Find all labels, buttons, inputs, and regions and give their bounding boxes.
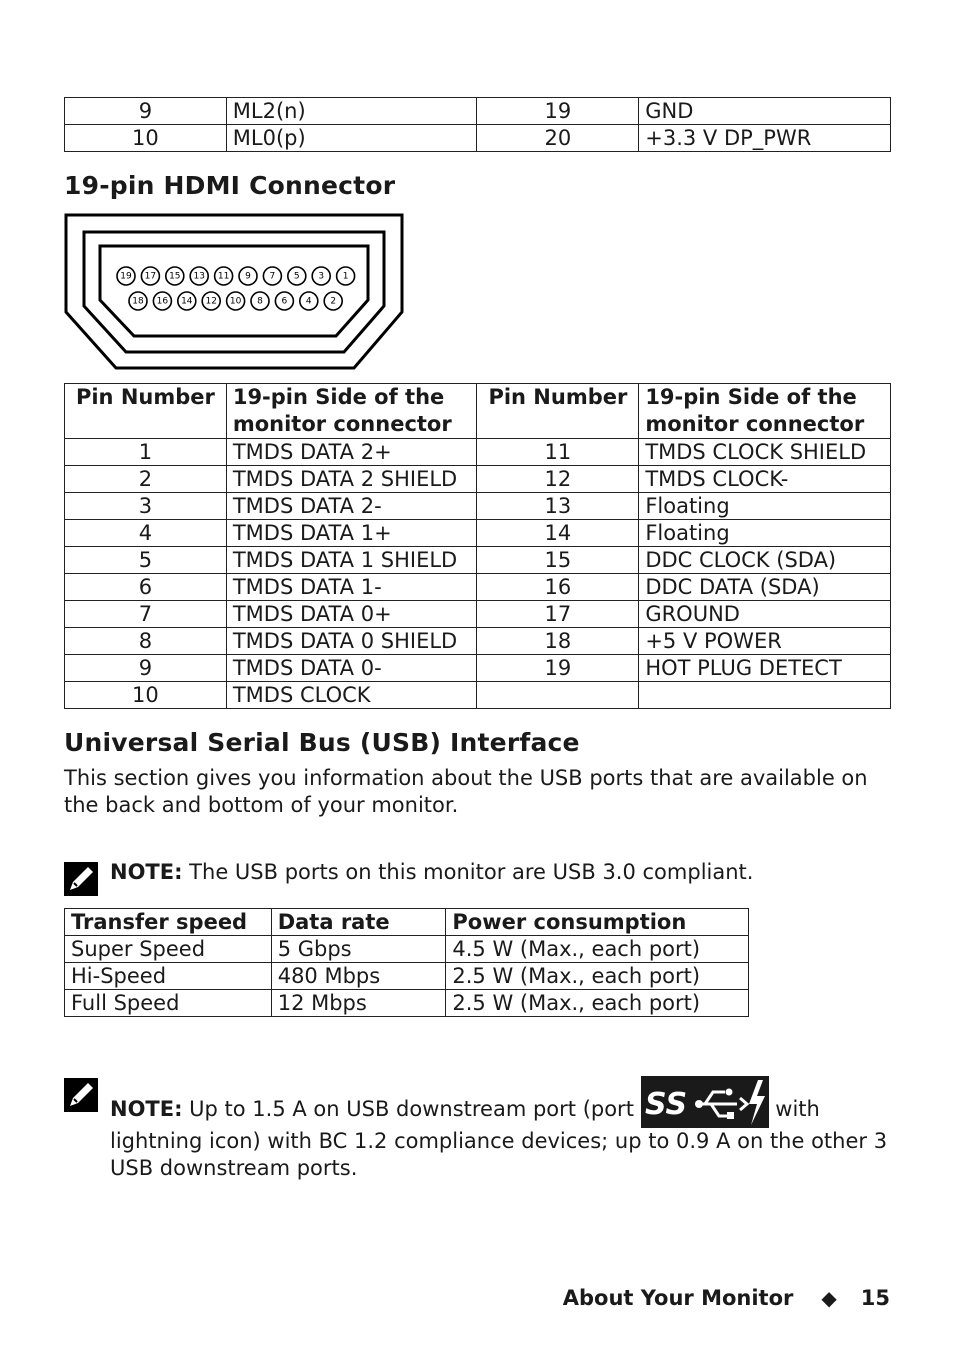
hdmi-pin-table — [64, 383, 891, 709]
hdmi-pin — [324, 292, 342, 310]
table-row — [65, 125, 891, 152]
table-cell: GND — [639, 98, 891, 125]
usb-superspeed-charging-icon — [641, 1076, 769, 1128]
table-row — [65, 601, 891, 628]
table-cell: 13 — [477, 493, 639, 520]
table-cell: Full Speed — [65, 990, 272, 1017]
displayport-pin-table — [64, 97, 891, 152]
table-cell: 17 — [477, 601, 639, 628]
table-cell: 12 Mbps — [271, 990, 446, 1017]
table-cell: 19 — [477, 98, 639, 125]
table-cell: TMDS DATA 2 SHIELD — [226, 466, 477, 493]
table-cell: 14 — [477, 520, 639, 547]
hdmi-heading: 19-pin HDMI Connector — [64, 171, 396, 200]
note-icon — [64, 1078, 98, 1112]
table-cell: 18 — [477, 628, 639, 655]
table-row — [65, 466, 891, 493]
hdmi-pin — [300, 292, 318, 310]
hdmi-pin-label: 19 — [120, 271, 132, 282]
hdmi-pin — [129, 292, 147, 310]
table-cell: +3.3 V DP_PWR — [639, 125, 891, 152]
hdmi-pin — [190, 267, 208, 285]
column-header: Power consumption — [446, 909, 749, 936]
hdmi-pin — [178, 292, 196, 310]
table-cell: TMDS DATA 1- — [226, 574, 477, 601]
table-cell: TMDS CLOCK- — [639, 466, 891, 493]
table-cell: 4 — [65, 520, 227, 547]
footer-section-title: About Your Monitor — [562, 1286, 794, 1310]
table-cell: TMDS CLOCK SHIELD — [639, 439, 891, 466]
note-usb3 — [110, 859, 890, 886]
page-footer — [563, 1286, 890, 1310]
usb-description: This section gives you information about the USB ports that are available on the back and bottom of your monitor. — [64, 766, 868, 817]
table-row — [65, 547, 891, 574]
table-cell: 11 — [477, 439, 639, 466]
table-cell: 9 — [65, 655, 227, 682]
table-cell — [639, 682, 891, 709]
table-cell: ML2(n) — [226, 98, 477, 125]
hdmi-pin-label: 10 — [229, 296, 242, 307]
column-header: Pin Number — [477, 384, 639, 439]
table-cell: ML0(p) — [226, 125, 477, 152]
column-header: Pin Number — [65, 384, 227, 439]
hdmi-pin — [166, 267, 184, 285]
table-cell: HOT PLUG DETECT — [639, 655, 891, 682]
footer-diamond-icon: ◆ — [821, 1286, 837, 1310]
hdmi-pin-label: 7 — [269, 271, 276, 282]
table-cell: 2.5 W (Max., each port) — [446, 990, 749, 1017]
ss-logo-text: SS — [644, 1087, 687, 1122]
table-cell: DDC DATA (SDA) — [639, 574, 891, 601]
note-text-after: with lightning icon) with BC 1.2 compliance devices; up to 0.9 A on the other 3 USB downstream ports. — [110, 1097, 888, 1180]
note-text: The USB ports on this monitor are USB 3.0 compliant. — [182, 860, 754, 884]
hdmi-pin — [288, 267, 306, 285]
table-cell: Super Speed — [65, 936, 272, 963]
hdmi-pin-label: 3 — [318, 271, 325, 282]
hdmi-pin-label: 2 — [330, 296, 337, 307]
hdmi-pin — [141, 267, 159, 285]
table-cell: Hi-Speed — [65, 963, 272, 990]
note-icon — [64, 862, 98, 896]
hdmi-pin — [227, 292, 245, 310]
note-label: NOTE: — [110, 860, 183, 884]
hdmi-pin — [202, 292, 220, 310]
table-cell: 5 Gbps — [271, 936, 446, 963]
hdmi-pin-label: 4 — [305, 296, 312, 307]
table-cell: 2 — [65, 466, 227, 493]
hdmi-pin — [337, 267, 355, 285]
hdmi-pin — [275, 292, 293, 310]
table-cell: TMDS DATA 2- — [226, 493, 477, 520]
table-row — [65, 520, 891, 547]
table-cell: 480 Mbps — [271, 963, 446, 990]
hdmi-pin-label: 16 — [156, 296, 169, 307]
table-row — [65, 493, 891, 520]
hdmi-pin-label: 8 — [257, 296, 263, 307]
hdmi-pin — [117, 267, 135, 285]
table-cell: DDC CLOCK (SDA) — [639, 547, 891, 574]
column-header: Transfer speed — [65, 909, 272, 936]
hdmi-pin-label: 6 — [281, 296, 288, 307]
hdmi-pin — [215, 267, 233, 285]
table-row — [65, 990, 749, 1017]
table-cell: Floating — [639, 493, 891, 520]
table-cell: +5 V POWER — [639, 628, 891, 655]
hdmi-pin-label: 11 — [217, 271, 230, 282]
hdmi-pin-label: 17 — [144, 271, 157, 282]
table-cell: 20 — [477, 125, 639, 152]
hdmi-pin — [312, 267, 330, 285]
note-usb-charging — [110, 1076, 895, 1182]
note-text-before: Up to 1.5 A on USB downstream port (port — [182, 1097, 641, 1121]
hdmi-pin-label: 5 — [293, 271, 300, 282]
table-cell: TMDS DATA 1+ — [226, 520, 477, 547]
table-cell: 8 — [65, 628, 227, 655]
table-cell: TMDS DATA 1 SHIELD — [226, 547, 477, 574]
table-row — [65, 936, 749, 963]
table-cell: 1 — [65, 439, 227, 466]
page-number: 15 — [860, 1286, 890, 1310]
table-cell: TMDS DATA 2+ — [226, 439, 477, 466]
table-cell: 9 — [65, 98, 227, 125]
table-cell: GROUND — [639, 601, 891, 628]
table-cell: 3 — [65, 493, 227, 520]
hdmi-connector-diagram — [64, 212, 406, 372]
note-label: NOTE: — [110, 1097, 183, 1121]
hdmi-pin-label: 1 — [342, 271, 349, 282]
table-cell: Floating — [639, 520, 891, 547]
table-cell: TMDS DATA 0+ — [226, 601, 477, 628]
hdmi-pin-label: 12 — [205, 296, 217, 307]
table-cell: 19 — [477, 655, 639, 682]
table-cell: TMDS CLOCK — [226, 682, 477, 709]
table-row — [65, 963, 749, 990]
table-cell: 10 — [65, 125, 227, 152]
usb-heading: Universal Serial Bus (USB) Interface — [64, 728, 580, 757]
table-row — [65, 682, 891, 709]
table-row — [65, 628, 891, 655]
hdmi-inner-outline — [100, 246, 368, 336]
hdmi-pin-label: 18 — [132, 296, 144, 307]
hdmi-pin — [251, 292, 269, 310]
table-header-row — [65, 384, 891, 439]
hdmi-pin — [263, 267, 281, 285]
hdmi-pin-label: 13 — [193, 271, 205, 282]
hdmi-pin-label: 9 — [245, 271, 251, 282]
table-row — [65, 439, 891, 466]
hdmi-pin-label: 15 — [169, 271, 181, 282]
table-cell: 4.5 W (Max., each port) — [446, 936, 749, 963]
table-cell: 16 — [477, 574, 639, 601]
table-cell: TMDS DATA 0- — [226, 655, 477, 682]
table-cell: 6 — [65, 574, 227, 601]
table-row — [65, 655, 891, 682]
table-row — [65, 574, 891, 601]
column-header: 19-pin Side of the monitor connector — [639, 384, 891, 439]
column-header: Data rate — [271, 909, 446, 936]
table-cell: 10 — [65, 682, 227, 709]
hdmi-pin — [239, 267, 257, 285]
table-header-row — [65, 909, 749, 936]
table-cell: 15 — [477, 547, 639, 574]
hdmi-pin — [153, 292, 171, 310]
usb-speed-table — [64, 908, 749, 1017]
table-cell — [477, 682, 639, 709]
table-cell: 5 — [65, 547, 227, 574]
table-cell: TMDS DATA 0 SHIELD — [226, 628, 477, 655]
table-cell: 2.5 W (Max., each port) — [446, 963, 749, 990]
hdmi-pin-label: 14 — [181, 296, 193, 307]
table-cell: 7 — [65, 601, 227, 628]
table-cell: 12 — [477, 466, 639, 493]
column-header: 19-pin Side of the monitor connector — [226, 384, 477, 439]
table-row — [65, 98, 891, 125]
